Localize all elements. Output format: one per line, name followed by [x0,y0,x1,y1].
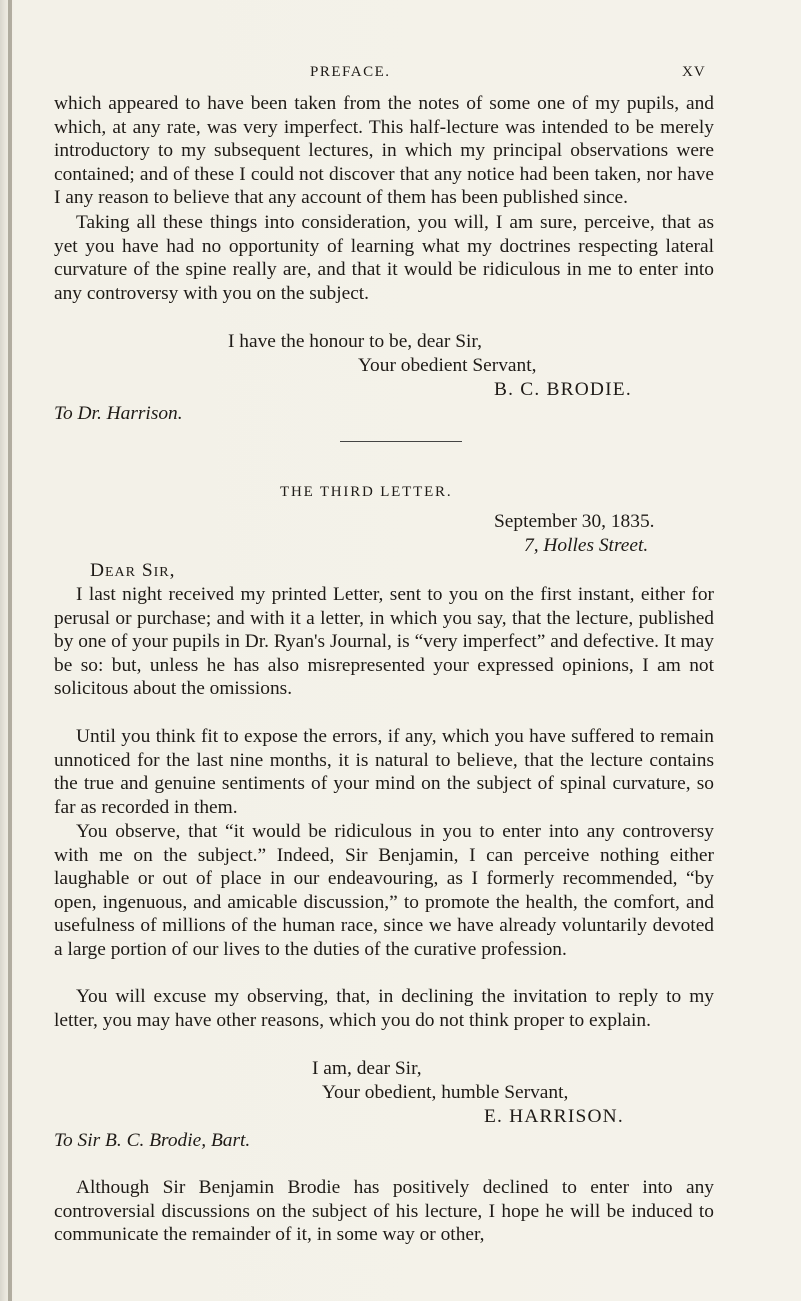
page-gutter-edge [8,0,12,1301]
third-letter-heading: THE THIRD LETTER. [280,484,453,500]
letter3-salutation: Dear Sir, [90,560,176,581]
letter2-paragraph-2 [54,211,714,305]
letter2-closing-1: I have the honour to be, dear Sir, [228,331,482,352]
letter3-paragraph-4: You will excuse my observing, that, in declining the invitation to reply to my letter, you may have other reasons, which you do not think proper to explain. [54,986,714,1031]
letter3-paragraph-1: I last night received my printed Letter, sent to you on the first instant, either for perusal or purchase; and with it a letter, in which you say, that the lecture, published by one of your pupils in Dr. Ryan's Journal, is “very imperfect” and defective. It may be so: but, unless he has also misrepresented your expressed opinions, I am not solicitous about the omissions. [54,584,714,700]
letter3-paragraph-3: You observe, that “it would be ridiculous in you to enter into any controversy with me on the subject.” Indeed, Sir Benjamin, I can perceive nothing either laughable or out of place in our endeavouring, as I formerly recommended, “by open, ingenuous, and amicable discussion,” to promote the health, the comfort, and usefulness of millions of the human race, since we have already voluntarily devoted a large portion of our lives to the duties of the curative profession. [54,821,714,960]
page-number: XV [682,64,706,80]
letter3-signature: E. HARRISON. [484,1106,624,1127]
letter3-addressee: To Sir B. C. Brodie, Bart. [54,1130,251,1151]
letter2-addressee: To Dr. Harrison. [54,403,183,424]
afterword-paragraph: Although Sir Benjamin Brodie has positively declined to enter into any controversial discussions on the subject of his lecture, I hope he will be induced to communicate the remainder of it, in some way or other, [54,1177,714,1246]
letter3-paragraph-2: Until you think fit to expose the errors, if any, which you have suffered to remain unnoticed for the last nine months, it is natural to believe, that the lecture contains the true and genuine sentiments of your mind on the subject of spinal curvature, so far as recorded in them. [54,726,714,818]
letter2-paragraph-1: which appeared to have been taken from the notes of some one of my pupils, and which, at any rate, was very imperfect. This half-lecture was intended to be merely introductory to my subsequent lectures, in which my principal observations were contained; and of these I could not discover that any notice had been taken, nor have I any reason to believe that any account of them has been published since. [54,93,714,209]
letter3-closing-1: I am, dear Sir, [312,1058,422,1079]
letter3-date: September 30, 1835. [494,511,655,532]
section-divider [340,441,462,442]
letter3-closing-2: Your obedient, humble Servant, [322,1082,569,1103]
letter2-closing-2: Your obedient Servant, [358,355,537,376]
running-title: PREFACE. [310,64,391,80]
letter3-address: 7, Holles Street. [524,535,649,556]
letter2-signature: B. C. BRODIE. [494,379,632,400]
letter2-paragraph-2-text: Taking all these things into consideration, you will, I am sure, perceive, that as yet you have had no opportunity of learning what my doctrines respecting lateral curvature of the spine really are, and that it would be ridiculous in me to enter into any controversy with you on the subject. [54,212,714,304]
running-header [0,64,801,86]
